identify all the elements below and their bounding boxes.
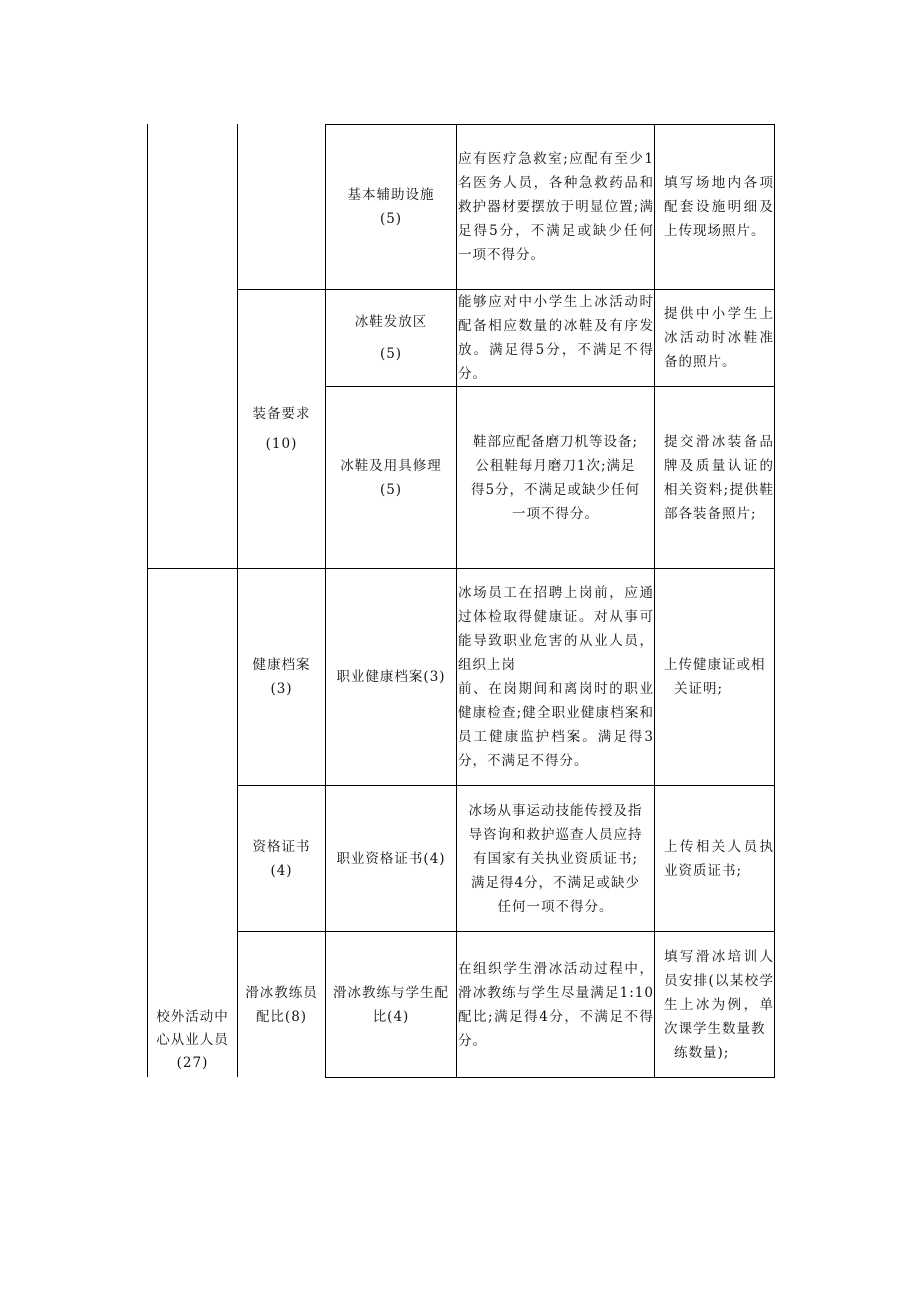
facilities-score: (5) bbox=[379, 211, 403, 227]
qualification-standard-line: 导咨询和救护巡查人员应持 bbox=[468, 826, 643, 843]
repair-item: 冰鞋及用具修理 bbox=[340, 457, 442, 474]
skate-area-material-cell bbox=[664, 290, 774, 386]
skate-area-item: 冰鞋发放区 bbox=[354, 314, 428, 330]
qualification-standard-line: 满足得4分，不满足或缺少 bbox=[470, 874, 641, 891]
ratio-material-line1: 填写滑冰培训人员安排(以某校学生上冰为例，单次课学生数量教 bbox=[664, 948, 774, 1037]
skate-area-standard: 能够应对中小学生上冰活动时配备相应数量的冰鞋及有序发放。满足得5分，不满足不得分。 bbox=[458, 294, 654, 382]
qualification-standard-line: 冰场从事运动技能传授及指 bbox=[468, 802, 643, 819]
facilities-standard: 应有医疗急救室;应配有至少1名医务人员，各种急救药品和救护器材要摆放于明显位置;满足得5分，不满足或缺少任何一项不得分。 bbox=[458, 151, 654, 263]
table-line bbox=[456, 124, 457, 1077]
qualification-item: 职业资格证书(4) bbox=[336, 850, 446, 867]
qualification-category-score: (4) bbox=[270, 862, 293, 879]
health-standard-cell bbox=[458, 569, 654, 785]
facilities-standard-cell bbox=[458, 125, 654, 289]
repair-material: 提交滑冰装备品牌及质量认证的相关资料;提供鞋部各装备照片; bbox=[664, 433, 774, 522]
qualification-standard-line: 有国家有关执业资质证书; bbox=[472, 850, 639, 867]
ratio-item-line1: 滑冰教练与学生配 bbox=[333, 984, 449, 1001]
repair-item-cell bbox=[326, 387, 456, 568]
table-line bbox=[774, 124, 775, 1077]
facilities-material: 填写场地内各项配套设施明细及上传现场照片。 bbox=[664, 175, 774, 239]
ratio-material-line2: 练数量); bbox=[674, 1044, 730, 1061]
skate-area-standard-cell bbox=[458, 290, 654, 386]
facilities-item: 基本辅助设施 bbox=[347, 187, 435, 203]
ratio-category-line2: 配比(8) bbox=[255, 1008, 308, 1025]
skate-area-item-cell bbox=[326, 290, 456, 386]
skate-area-score: (5) bbox=[379, 346, 403, 362]
health-category-score: (3) bbox=[270, 681, 293, 697]
repair-standard-line: 一项不得分。 bbox=[512, 505, 599, 522]
qualification-material: 上传相关人员执业资质证书; bbox=[664, 838, 774, 879]
repair-material-cell bbox=[664, 387, 774, 568]
repair-standard-cell bbox=[457, 387, 654, 568]
skate-area-material: 提供中小学生上冰活动时冰鞋准备的照片。 bbox=[664, 306, 774, 370]
qualification-category-cell bbox=[238, 786, 325, 931]
repair-standard-line: 鞋部应配备磨刀机等设备; bbox=[472, 433, 639, 450]
table-line bbox=[325, 1077, 775, 1078]
staff-category-cell bbox=[148, 1006, 237, 1077]
health-standard-line2: 前、在岗期间和离岗时的职业健康检查;健全职业健康档案和员工健康监护档案。满足得3分，不满足不得分。 bbox=[458, 681, 654, 769]
facilities-item-cell bbox=[326, 125, 456, 289]
table-line bbox=[654, 124, 655, 1077]
staff-category-score: (27) bbox=[176, 1055, 209, 1071]
table-line bbox=[147, 124, 148, 568]
ratio-material-cell bbox=[664, 932, 774, 1077]
health-item-cell bbox=[326, 569, 456, 785]
repair-standard-line: 得5分，不满足或缺少任何 bbox=[470, 481, 641, 498]
qualification-item-cell bbox=[326, 786, 456, 931]
qualification-material-cell bbox=[664, 786, 774, 931]
qualification-category: 资格证书 bbox=[252, 838, 311, 855]
qualification-standard-line: 任何一项不得分。 bbox=[497, 898, 614, 915]
health-category-cell bbox=[238, 569, 325, 785]
health-material-line1: 上传健康证或相 bbox=[664, 657, 766, 673]
staff-category-line1: 校外活动中 bbox=[156, 1009, 229, 1025]
health-material-cell bbox=[664, 569, 774, 785]
repair-score: (5) bbox=[379, 481, 403, 498]
ratio-standard: 在组织学生滑冰活动过程中，滑冰教练与学生尽量满足1:10配比;满足得4分，不满足不得分。 bbox=[458, 960, 654, 1049]
table-line bbox=[147, 568, 148, 1077]
health-category: 健康档案 bbox=[252, 657, 311, 673]
ratio-category-line1: 滑冰教练员 bbox=[245, 984, 318, 1001]
equipment-category-score: (10) bbox=[265, 436, 298, 452]
health-item: 职业健康档案(3) bbox=[336, 669, 446, 685]
equipment-category: 装备要求 bbox=[252, 406, 311, 422]
equipment-category-cell bbox=[238, 290, 325, 568]
ratio-standard-cell bbox=[458, 932, 654, 1077]
staff-category-line2: 心从业人员 bbox=[156, 1032, 229, 1048]
ratio-item-cell bbox=[326, 932, 456, 1077]
health-material-line2: 关证明; bbox=[674, 681, 724, 697]
repair-standard-line: 公租鞋每月磨刀1次;满足 bbox=[475, 457, 636, 474]
qualification-standard-cell bbox=[457, 786, 654, 931]
health-standard-line1: 冰场员工在招聘上岗前，应通过体检取得健康证。对从事可能导致职业危害的从业人员，组织上岗 bbox=[458, 585, 654, 673]
ratio-category-cell bbox=[238, 932, 325, 1077]
ratio-item-line2: 比(4) bbox=[372, 1008, 410, 1025]
facilities-material-cell bbox=[664, 125, 774, 289]
